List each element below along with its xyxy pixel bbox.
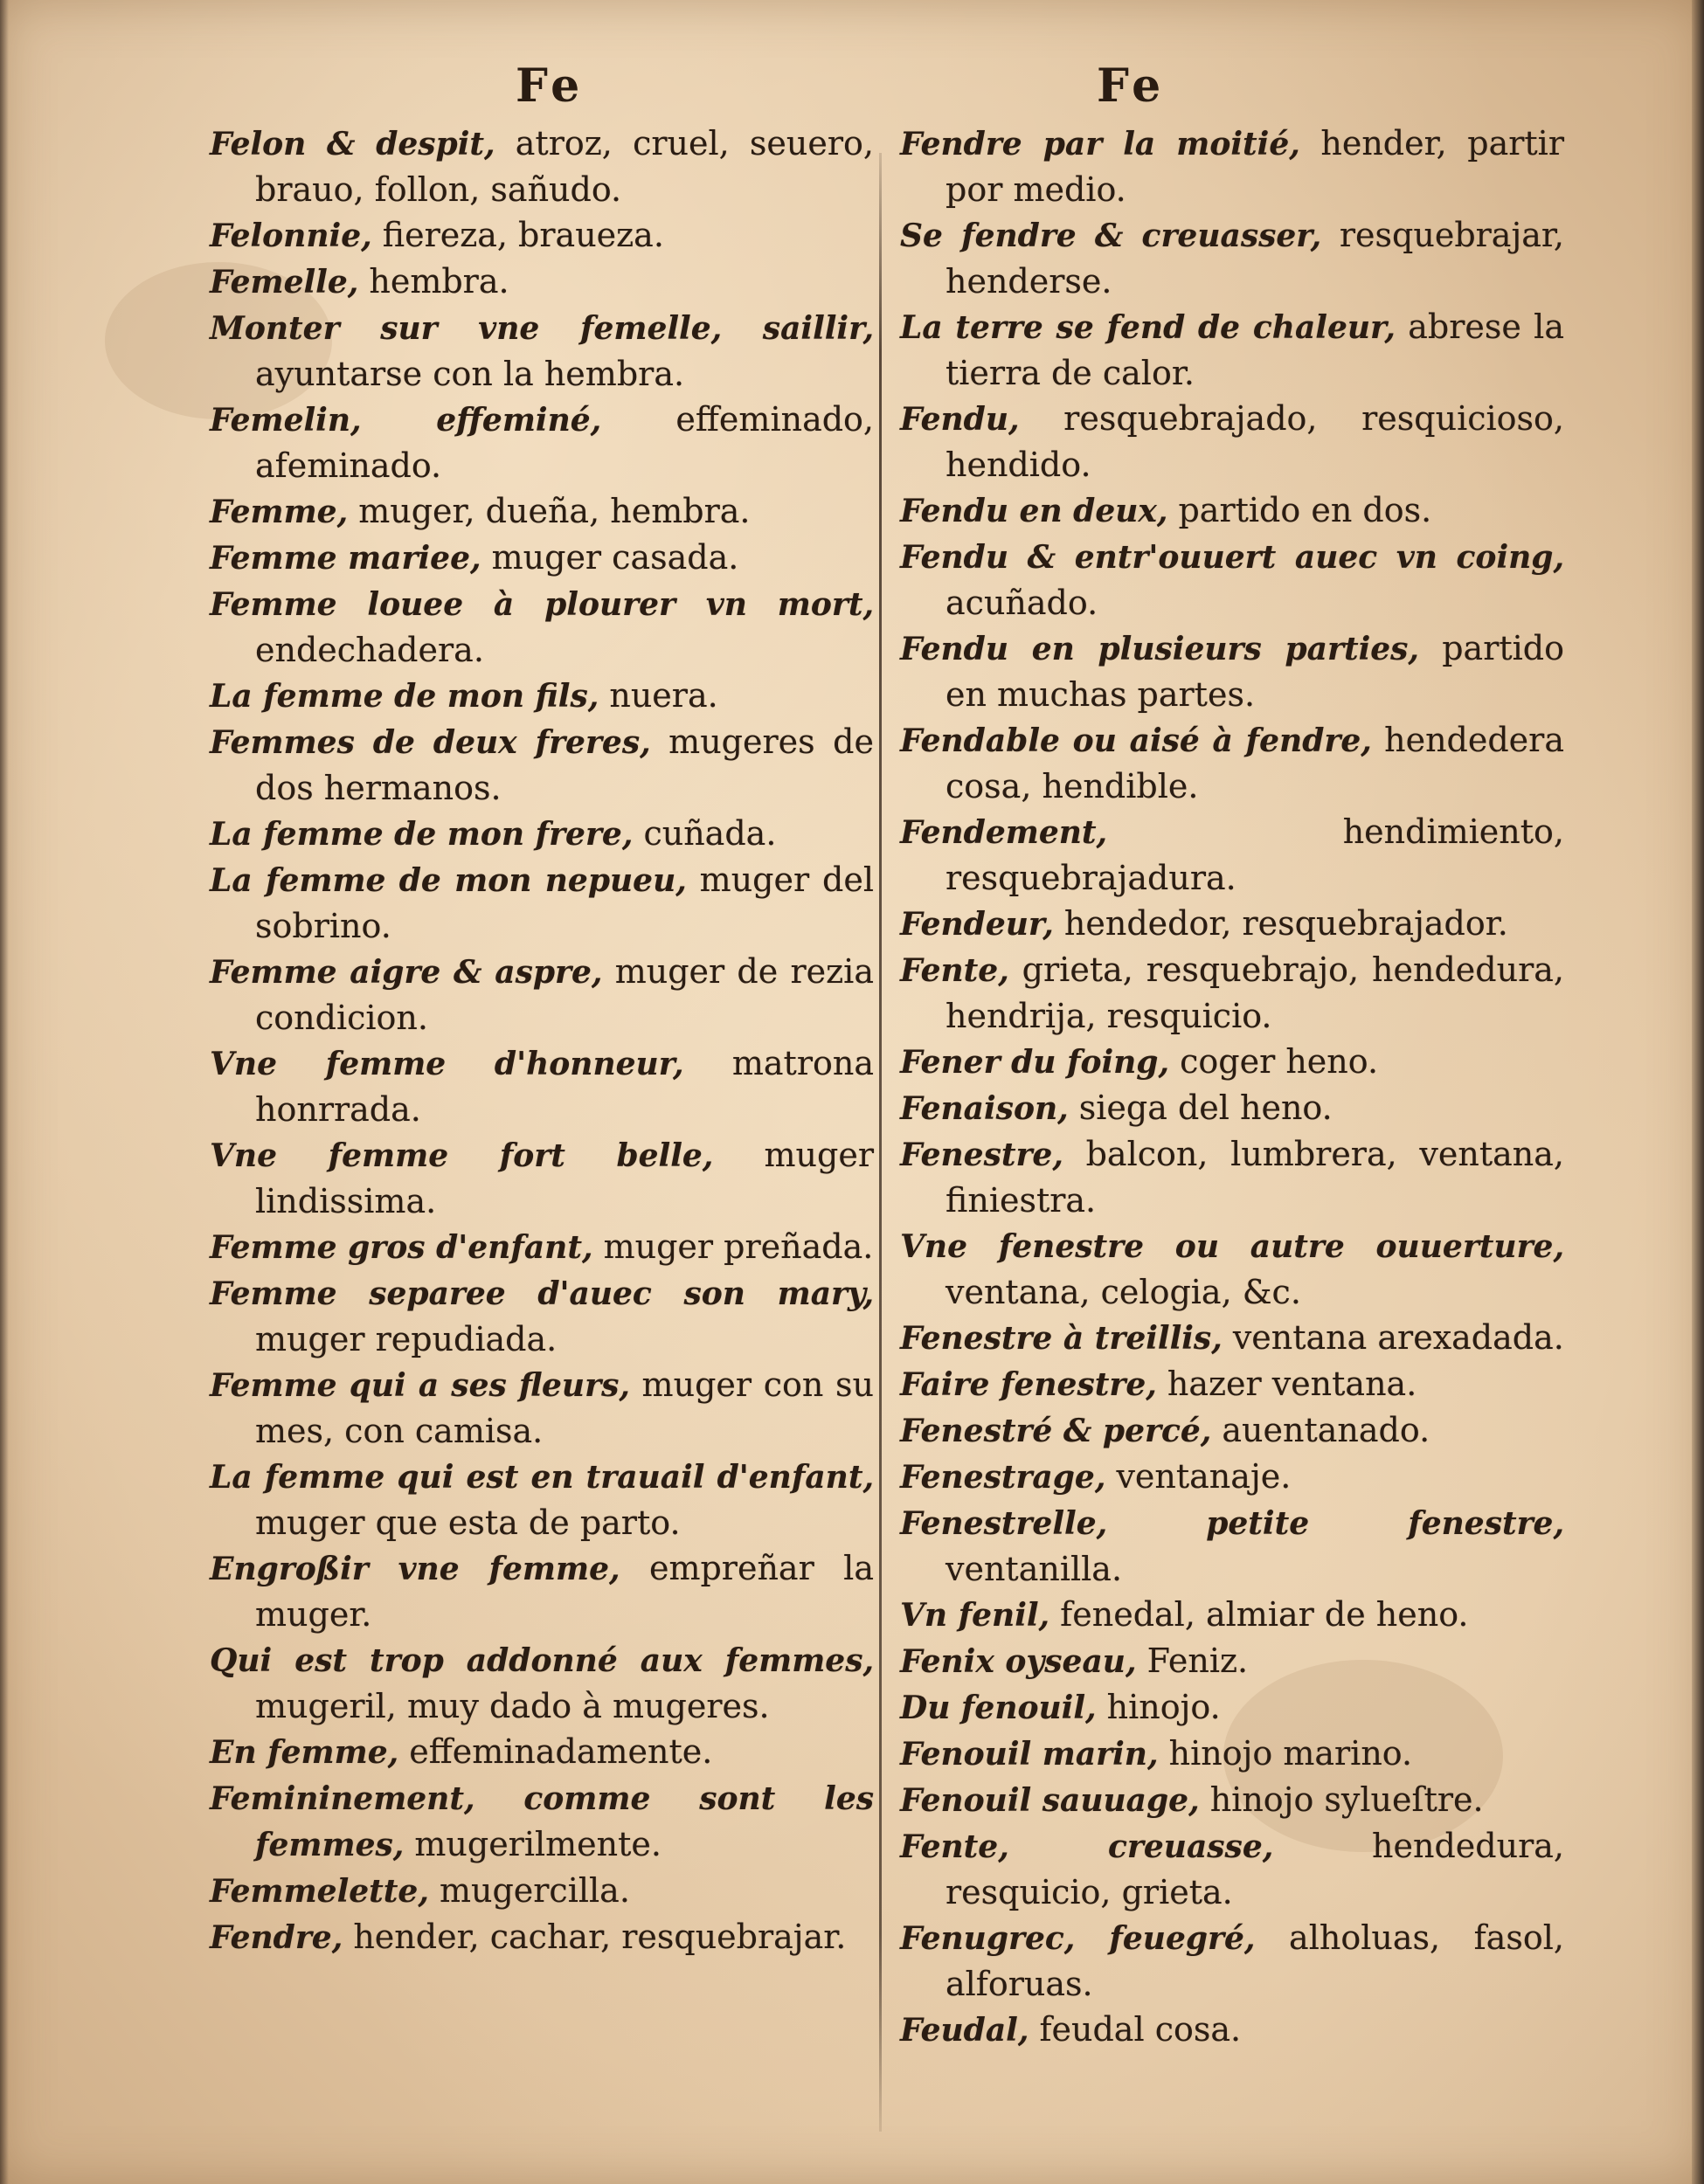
dictionary-entry bbox=[900, 1361, 1564, 1407]
dictionary-entry bbox=[210, 811, 874, 857]
dictionary-entry bbox=[210, 581, 874, 673]
entry-headword: Fendre par la moitié, bbox=[900, 126, 1300, 162]
entry-translation: hender, partir por medio. bbox=[946, 124, 1564, 209]
entry-translation: ayuntarse con la hembra. bbox=[255, 355, 685, 393]
entry-translation: coger heno. bbox=[1169, 1042, 1379, 1081]
dictionary-entry bbox=[210, 1224, 874, 1270]
dictionary-entry bbox=[210, 1132, 874, 1224]
entry-headword: Faire fenestre, bbox=[900, 1366, 1157, 1403]
entry-headword: Femelle, bbox=[210, 264, 359, 301]
entry-headword: Fenaison, bbox=[900, 1090, 1069, 1127]
entry-translation: endechadera. bbox=[255, 631, 484, 669]
entry-headword: Femme, bbox=[210, 494, 349, 530]
page-right-edge bbox=[1692, 0, 1704, 2184]
dictionary-entry bbox=[210, 1270, 874, 1362]
entry-translation: resquebrajar, henderse. bbox=[946, 216, 1564, 301]
entry-headword: Femelin, effeminé, bbox=[210, 402, 602, 439]
entry-translation: mugeres de dos hermanos. bbox=[255, 722, 874, 807]
entry-headword: Se fendre & creuasser, bbox=[900, 218, 1322, 254]
entry-translation: balcon, lumbrera, ventana, finiestra. bbox=[946, 1135, 1564, 1220]
dictionary-entry bbox=[900, 1777, 1564, 1823]
dictionary-entry bbox=[210, 1637, 874, 1729]
entry-headword: Vne femme fort belle, bbox=[210, 1137, 714, 1174]
dictionary-entry bbox=[210, 949, 874, 1040]
entry-headword: La femme de mon frere, bbox=[210, 816, 634, 853]
entry-translation: effeminado, afeminado. bbox=[255, 400, 875, 485]
running-header-right: Fe bbox=[1097, 59, 1167, 113]
entry-translation: muger de rezia condicion. bbox=[255, 952, 874, 1037]
entry-translation: hendedor, resquebrajador. bbox=[1053, 904, 1508, 943]
entry-headword: Fendu en deux, bbox=[900, 493, 1168, 529]
entry-headword: La femme de mon fils, bbox=[210, 678, 599, 715]
entry-headword: Fener du foing, bbox=[900, 1044, 1170, 1081]
dictionary-entry bbox=[900, 121, 1564, 212]
dictionary-entry bbox=[210, 121, 874, 212]
entry-translation: matrona honrrada. bbox=[255, 1044, 874, 1129]
left-column bbox=[210, 121, 874, 1960]
entry-headword: Felonnie, bbox=[210, 218, 372, 254]
dictionary-entry bbox=[210, 1868, 874, 1914]
entry-translation: nuera. bbox=[599, 676, 718, 715]
column-divider bbox=[879, 153, 882, 2132]
dictionary-entry bbox=[210, 673, 874, 719]
dictionary-entry bbox=[210, 212, 874, 259]
dictionary-entry bbox=[900, 396, 1564, 487]
entry-translation: atroz, cruel, seuero, brauo, follon, sañudo. bbox=[255, 124, 874, 209]
dictionary-entry bbox=[900, 1684, 1564, 1731]
dictionary-entry bbox=[900, 534, 1564, 625]
entry-translation: partido en muchas partes. bbox=[946, 629, 1564, 714]
entry-translation: ventana, celogia, &c. bbox=[946, 1273, 1301, 1311]
entry-headword: Fenouil marin, bbox=[900, 1736, 1159, 1773]
dictionary-entry bbox=[900, 1823, 1564, 1915]
dictionary-entry bbox=[210, 488, 874, 535]
dictionary-entry bbox=[210, 1914, 874, 1960]
dictionary-entry bbox=[210, 397, 874, 488]
dictionary-entry bbox=[210, 305, 874, 397]
dictionary-entry bbox=[900, 2007, 1564, 2053]
dictionary-entry bbox=[900, 1407, 1564, 1454]
entry-headword: Femme mariee, bbox=[210, 540, 481, 577]
dictionary-entry bbox=[210, 1775, 874, 1868]
entry-headword: Monter sur vne femelle, saillir, bbox=[210, 310, 874, 347]
dictionary-entry bbox=[900, 1592, 1564, 1638]
right-column bbox=[900, 121, 1564, 2053]
entry-translation: acuñado. bbox=[946, 584, 1098, 622]
entry-translation: muger casada. bbox=[481, 538, 739, 577]
entry-headword: Fenouil sauuage, bbox=[900, 1782, 1200, 1819]
dictionary-entry bbox=[900, 487, 1564, 534]
dictionary-entry bbox=[900, 1454, 1564, 1500]
entry-translation: alholuas, fasol, alforuas. bbox=[946, 1918, 1564, 2003]
entry-headword: Fenestre à treillis, bbox=[900, 1320, 1223, 1357]
entry-headword: Fendeur, bbox=[900, 906, 1054, 943]
entry-translation: mugercilla. bbox=[428, 1871, 630, 1910]
entry-headword: Fendement, bbox=[900, 814, 1108, 851]
entry-translation: ventanilla. bbox=[946, 1550, 1123, 1588]
dictionary-entry bbox=[900, 304, 1564, 396]
dictionary-entry bbox=[210, 1454, 874, 1545]
entry-headword: Qui est trop addonné aux femmes, bbox=[210, 1642, 874, 1679]
entry-translation: hinojo. bbox=[1096, 1688, 1221, 1726]
dictionary-entry bbox=[900, 1915, 1564, 2007]
entry-headword: Fenix oyseau, bbox=[900, 1643, 1137, 1680]
entry-translation: mugeril, muy dado à mugeres. bbox=[255, 1687, 770, 1725]
entry-headword: Fente, bbox=[900, 952, 1009, 989]
entry-headword: Fendu en plusieurs parties, bbox=[900, 631, 1419, 667]
dictionary-entry bbox=[900, 809, 1564, 901]
entry-headword: Fente, creuasse, bbox=[900, 1828, 1274, 1865]
dictionary-entry bbox=[900, 901, 1564, 947]
entry-translation: hender, cachar, resquebrajar. bbox=[343, 1918, 847, 1956]
entry-headword: Femmelette, bbox=[210, 1873, 429, 1910]
entry-headword: Femme separee d'auec son mary, bbox=[210, 1275, 874, 1312]
dictionary-entry bbox=[900, 1131, 1564, 1223]
entry-headword: Vne femme d'honneur, bbox=[210, 1046, 684, 1082]
dictionary-entry bbox=[210, 857, 874, 949]
entry-headword: Femme qui a ses fleurs, bbox=[210, 1367, 630, 1404]
entry-headword: Du fenouil, bbox=[900, 1690, 1097, 1726]
dictionary-entry bbox=[900, 717, 1564, 809]
dictionary-entry bbox=[900, 1500, 1564, 1592]
entry-translation: muger del sobrino. bbox=[255, 860, 874, 945]
dictionary-entry bbox=[900, 1315, 1564, 1361]
dictionary-entry bbox=[900, 1638, 1564, 1684]
entry-headword: Fendre, bbox=[210, 1919, 343, 1956]
entry-translation: hendimiento, resquebrajadura. bbox=[946, 812, 1564, 897]
entry-headword: Fendable ou aisé à fendre, bbox=[900, 722, 1372, 759]
dictionary-entry bbox=[210, 535, 874, 581]
entry-translation: partido en dos. bbox=[1167, 491, 1432, 529]
entry-translation: ventana arexadada. bbox=[1222, 1318, 1564, 1357]
entry-translation: muger preñada. bbox=[592, 1227, 874, 1266]
dictionary-entry bbox=[210, 1729, 874, 1775]
dictionary-entry bbox=[210, 1040, 874, 1132]
entry-headword: La terre se fend de chaleur, bbox=[900, 309, 1396, 346]
entry-translation: fiereza, braueza. bbox=[371, 216, 664, 254]
entry-translation: muger lindissima. bbox=[255, 1136, 874, 1220]
entry-headword: Fendu, bbox=[900, 401, 1020, 438]
dictionary-entry bbox=[900, 625, 1564, 717]
running-header-left: Fe bbox=[516, 59, 585, 113]
entry-headword: Femme gros d'enfant, bbox=[210, 1229, 593, 1266]
entry-translation: hinojo marino. bbox=[1158, 1734, 1413, 1773]
dictionary-entry bbox=[900, 1731, 1564, 1777]
dictionary-entry bbox=[900, 1085, 1564, 1131]
entry-translation: auentanado. bbox=[1211, 1411, 1430, 1449]
entry-translation: muger que esta de parto. bbox=[255, 1503, 681, 1542]
entry-translation: feudal cosa. bbox=[1029, 2010, 1242, 2049]
entry-headword: La femme de mon nepueu, bbox=[210, 862, 687, 899]
dictionary-entry bbox=[900, 947, 1564, 1039]
entry-translation: ventanaje. bbox=[1105, 1457, 1292, 1496]
entry-translation: hinojo sylueſtre. bbox=[1199, 1780, 1484, 1819]
entry-headword: Fenestrelle, petite fenestre, bbox=[900, 1505, 1564, 1542]
entry-translation: hendedura, resquicio, grieta. bbox=[946, 1827, 1564, 1911]
entry-headword: Femme aigre & aspre, bbox=[210, 954, 603, 991]
entry-translation: Feniz. bbox=[1136, 1641, 1249, 1680]
entry-headword: En femme, bbox=[210, 1734, 399, 1771]
entry-translation: grieta, resquebrajo, hendedura, hendrija, resquicio. bbox=[946, 950, 1564, 1035]
entry-translation: mugerilmente. bbox=[404, 1825, 662, 1863]
entry-translation: effeminadamente. bbox=[398, 1732, 713, 1771]
entry-headword: Fenugrec, feuegré, bbox=[900, 1920, 1256, 1957]
entry-headword: Femininement, comme sont les femmes, bbox=[210, 1780, 874, 1863]
entry-translation: hazer ventana. bbox=[1156, 1365, 1417, 1403]
entry-headword: Femmes de deux freres, bbox=[210, 724, 651, 761]
entry-headword: Feudal, bbox=[900, 2012, 1029, 2049]
entry-translation: abrese la tierra de calor. bbox=[946, 308, 1564, 392]
entry-headword: Vn fenil, bbox=[900, 1597, 1050, 1634]
dictionary-entry bbox=[900, 1039, 1564, 1085]
entry-headword: Fendu & entr'ouuert auec vn coing, bbox=[900, 539, 1564, 576]
entry-translation: cuñada. bbox=[633, 814, 777, 853]
entry-translation: resquebrajado, resquicioso, hendido. bbox=[946, 399, 1564, 484]
entry-translation: muger con su mes, con camisa. bbox=[255, 1365, 874, 1450]
entry-translation: hembra. bbox=[358, 262, 509, 301]
entry-headword: Vne fenestre ou autre ouuerture, bbox=[900, 1228, 1564, 1265]
dictionary-entry bbox=[900, 1223, 1564, 1315]
dictionary-entry bbox=[900, 212, 1564, 304]
dictionary-entry bbox=[210, 719, 874, 811]
entry-headword: La femme qui est en trauail d'enfant, bbox=[210, 1459, 874, 1496]
entry-headword: Femme louee à plourer vn mort, bbox=[210, 586, 874, 623]
dictionary-entry bbox=[210, 259, 874, 305]
dictionary-entry bbox=[210, 1545, 874, 1637]
entry-translation: muger, dueña, hembra. bbox=[348, 492, 751, 530]
entry-translation: hendedera cosa, hendible. bbox=[946, 721, 1564, 805]
entry-headword: Fenestré & percé, bbox=[900, 1413, 1212, 1449]
entry-headword: Fenestrage, bbox=[900, 1459, 1106, 1496]
entry-headword: Engroßir vne femme, bbox=[210, 1551, 620, 1587]
page-left-edge bbox=[0, 0, 9, 2184]
entry-translation: siega del heno. bbox=[1068, 1089, 1333, 1127]
entry-translation: fenedal, almiar de heno. bbox=[1049, 1595, 1469, 1634]
entry-headword: Felon & despit, bbox=[210, 126, 495, 162]
entry-headword: Fenestre, bbox=[900, 1137, 1063, 1173]
dictionary-entry bbox=[210, 1362, 874, 1454]
entry-translation: empreñar la muger. bbox=[255, 1549, 874, 1634]
entry-translation: muger repudiada. bbox=[255, 1320, 558, 1358]
